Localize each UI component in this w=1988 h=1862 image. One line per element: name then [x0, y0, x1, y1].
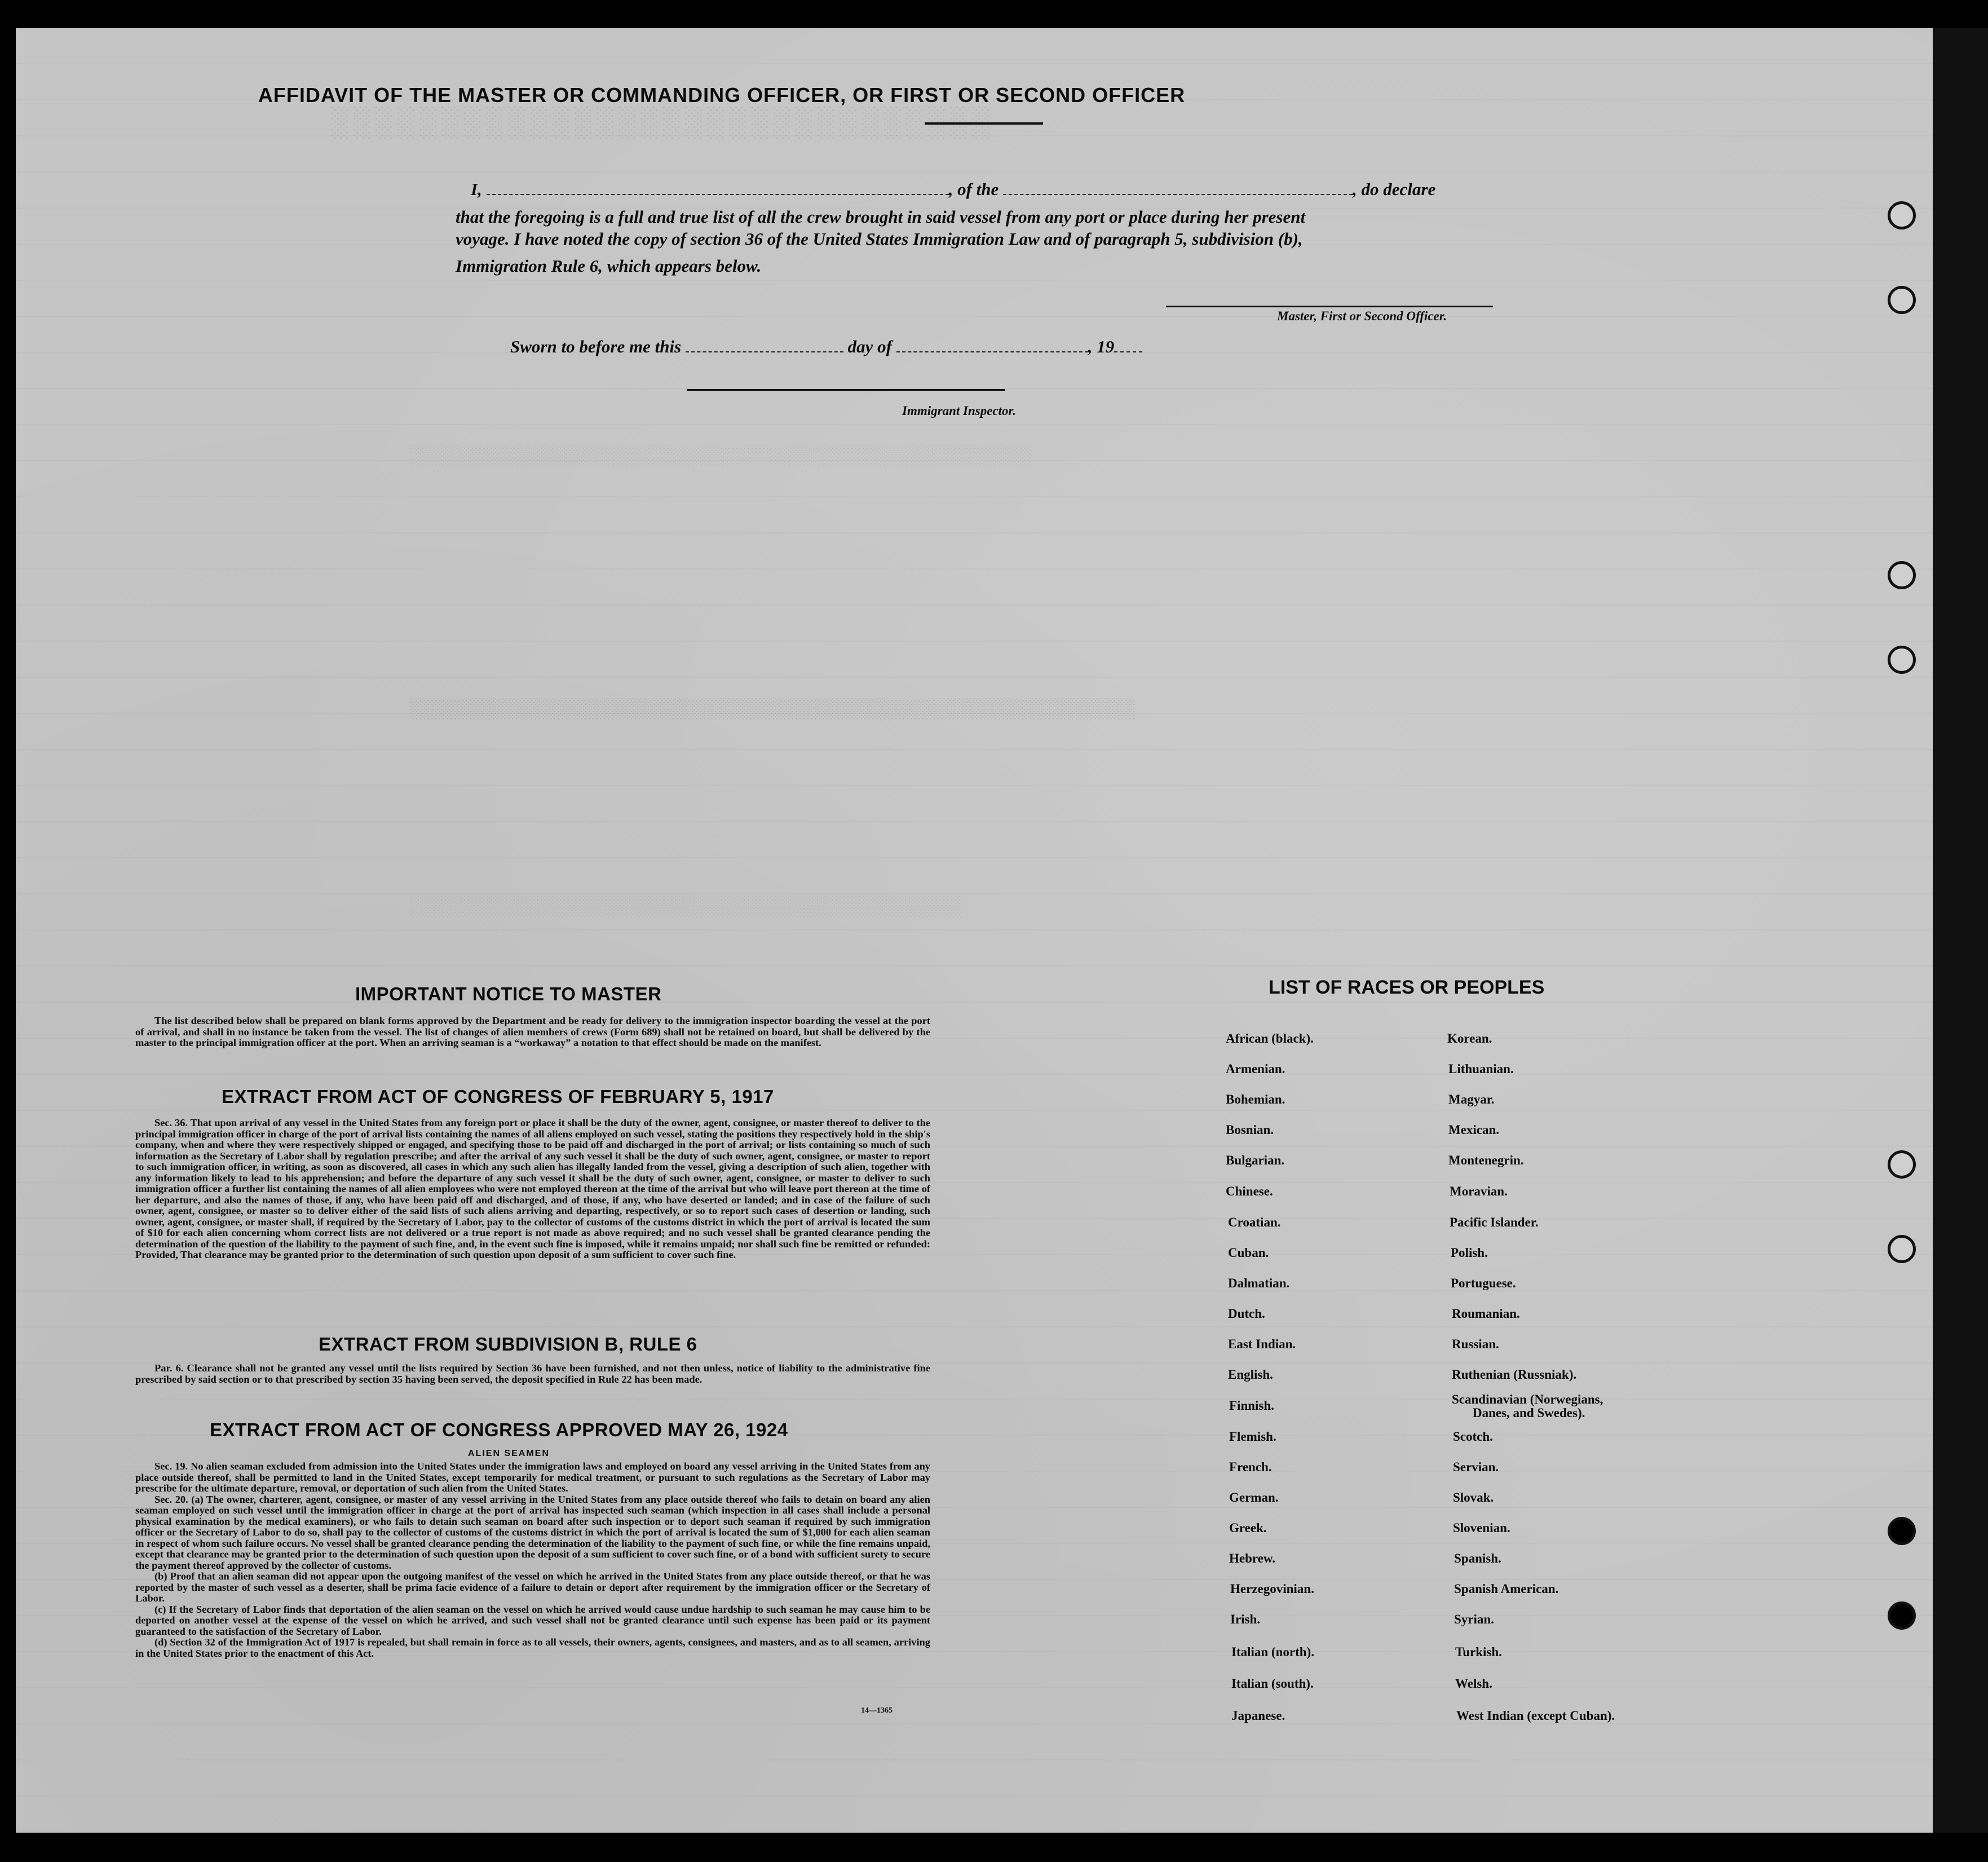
bleed-through-row: ░░░░░░░░░░░░░░░░░░░░░░░░░░░░░░░░░░░░░░░░░░░░░░░░░░░░░░░░░░░░░░░: [410, 699, 1136, 721]
affidavit-line-2: that the foregoing is a full and true list of all the crew brought in said vessel from any port or place during her present: [456, 207, 1306, 227]
race-list-item: French.: [1229, 1460, 1272, 1474]
race-list-item: Portuguese.: [1451, 1276, 1516, 1290]
race-list-item: Montenegrin.: [1448, 1153, 1524, 1167]
race-list-item: English.: [1228, 1367, 1273, 1382]
race-list-item: Korean.: [1447, 1031, 1492, 1045]
race-list-item: Danes, and Swedes).: [1473, 1406, 1585, 1420]
sworn-day-field[interactable]: [686, 339, 843, 352]
sec-36-paragraph: Sec. 36. That upon arrival of any vessel in the United States from any foreign port or place it shall be the duty of the owner, agent, consignee, or master thereof to deliver to the principal immigration officer in charge of the port of arrival lists containing the names of all aliens employed on such vessel, stating the positions they respectively hold in the ship's company, when and where they were respectively shipped or engaged, and specifying those to be paid off and discharged in the port of arrival; or lists containing so much of such information as the Secretary of Labor shall by regulation prescribe; and after the arrival of any such vessel it shall be the duty of such owner, agent, consignee, or master to report to such immigration officer, in writing, as soon as discovered, all cases in which any such alien has illegally landed from the vessel, giving a description of such alien, together with any information likely to lead to his apprehension; and before the departure of any such vessel it shall be the duty of such owner, agent, consignee, or master to deliver to such immigration officer a further list containing the names of all alien employees who were not employed thereon at the time of the arrival but who will leave port thereon at the time of her departure, and also the names of those, if any, who have been paid off and discharged, and of those, if any, who have deserted or landed; and in case of the failure of such owner, agent, consignee, or master so to deliver either of the said lists of such aliens arriving and departing, respectively, or so to report such cases of desertion or landing, such owner, agent, consignee, or master shall, if required by the Secretary of Labor, pay to the collector of customs of the customs district in which the port of arrival is located the sum of $10 for each alien concerning whom correct lists are not delivered or a true report is not made as above required; and no such vessel shall be granted clearance pending the determination of the question of the liability to the payment of such fine, and, in the event such fine is imposed, while it remains unpaid; nor shall such fine be remitted or refunded: Provided, That clearance may be granted prior to the determination of such question upon deposit of a sum sufficient to cover such fine.: [135, 1117, 930, 1260]
punch-hole-icon: [1888, 646, 1916, 674]
race-list-item: Armenian.: [1226, 1062, 1285, 1076]
race-list-item: Polish.: [1451, 1246, 1488, 1260]
day-of-label: day of: [847, 337, 892, 356]
race-list-item: Scandinavian (Norwegians,: [1452, 1392, 1603, 1406]
race-list-item: Pacific Islander.: [1450, 1215, 1539, 1229]
affidavit-line-1: [471, 179, 1435, 200]
race-list-item: Croatian.: [1228, 1215, 1281, 1229]
extract-1917-text: [135, 1118, 930, 1261]
affidavit-line-4: Immigration Rule 6, which appears below.: [456, 256, 762, 276]
race-list-item: Chinese.: [1226, 1184, 1273, 1198]
race-list-item: Turkish.: [1455, 1645, 1502, 1659]
notice-paragraph: The list described below shall be prepared on blank forms approved by the Department and be ready for delivery to the immigration inspector boarding the vessel at the port of arrival, and shall in no instance be taken from the vessel. The list of changes of alien members of crews (Form 689) shall not be retained on board, but shall be delivered by the master to the principal immigration officer at the port. When an arriving seaman is a “workaway” a notation to that effect should be made on the manifest.: [135, 1015, 930, 1048]
race-list-item: Syrian.: [1454, 1612, 1494, 1626]
race-list-item: Welsh.: [1455, 1676, 1492, 1691]
sworn-label: Sworn to before me this: [510, 337, 682, 356]
race-list-item: Slovak.: [1453, 1490, 1494, 1504]
master-signature-label: Master, First or Second Officer.: [1277, 309, 1447, 323]
race-list-item: Slovenian.: [1453, 1521, 1510, 1535]
affidavit-line-3: voyage. I have noted the copy of section 36 of the United States Immigration Law and of paragraph 5, subdivision (b),: [456, 229, 1303, 249]
race-list-item: Spanish American.: [1454, 1582, 1559, 1596]
race-list-item: Bohemian.: [1226, 1092, 1285, 1106]
sworn-line: [510, 337, 1142, 357]
race-list-item: Italian (south).: [1231, 1676, 1314, 1691]
sworn-year-field[interactable]: [1114, 339, 1142, 352]
race-list-item: Bulgarian.: [1226, 1153, 1285, 1167]
title-underline: [925, 122, 1043, 125]
extract-1924-text: [135, 1461, 930, 1659]
punch-hole-icon: [1888, 1601, 1916, 1630]
race-list-item: African (black).: [1226, 1031, 1314, 1045]
sworn-month-field[interactable]: [896, 339, 1088, 352]
race-list-item: Italian (north).: [1231, 1645, 1314, 1659]
race-list-item: German.: [1229, 1490, 1279, 1504]
race-list-item: Servian.: [1453, 1460, 1499, 1474]
race-list-item: Greek.: [1229, 1521, 1267, 1535]
extract-rule6-title: EXTRACT FROM SUBDIVISION B, RULE 6: [319, 1334, 697, 1354]
race-list-item: Roumanian.: [1452, 1307, 1520, 1321]
bleed-through-row: ░░░░░░░░░░░░░░░░░░░░░░░░░░░░░░░░░░░░░░░░░░░░░░░░░░░░░░: [410, 445, 1032, 467]
scan-border-right: [1933, 28, 1988, 1833]
notice-text: [135, 1016, 930, 1049]
race-list-item: Dalmatian.: [1228, 1276, 1290, 1290]
races-title: LIST OF RACES OR PEOPLES: [1269, 977, 1545, 998]
race-list-item: West Indian (except Cuban).: [1456, 1709, 1615, 1723]
vessel-name-field[interactable]: [1003, 182, 1353, 195]
punch-hole-icon: [1888, 286, 1916, 314]
race-list-item: Bosnian.: [1226, 1123, 1274, 1137]
race-list-item: Mexican.: [1448, 1123, 1500, 1137]
race-list-item: East Indian.: [1228, 1337, 1296, 1351]
inspector-signature-label: Immigrant Inspector.: [902, 404, 1016, 418]
race-list-item: Dutch.: [1228, 1307, 1265, 1321]
extract-1924-title: EXTRACT FROM ACT OF CONGRESS APPROVED MAY 26, 1924: [210, 1419, 788, 1440]
affidavit-declare: , do declare: [1353, 179, 1436, 199]
sec-20a-paragraph: Sec. 20. (a) The owner, charterer, agent, consignee, or master of any vessel arriving in the United States from any place outside thereof who fails to detain on board any alien seaman employed on such vessel until the immigration officer in charge at the port of arrival has inspected such seaman (which inspection in all cases shall include a personal physical examination by the medical examiners), or who fails to detain such seaman on board after such inspection or to deport such seaman if required by such immigration officer or the Secretary of Labor to do so, shall pay to the collector of customs of the customs district in which the port of arrival is located the sum of $1,000 for each alien seaman in respect of whom such failure occurs. No vessel shall be granted clearance pending the determination of the liability to the payment of such fine, or while the fine remains unpaid, except that clearance may be granted prior to the determination of such question upon the deposit of a sum sufficient to cover such fine, or of a bond with sufficient surety to secure the payment thereof approved by the collector of customs.: [135, 1493, 930, 1571]
alien-seamen-subtitle: ALIEN SEAMEN: [468, 1449, 550, 1458]
race-list-item: Moravian.: [1450, 1184, 1508, 1198]
punch-hole-icon: [1888, 1235, 1916, 1263]
sec-20d-paragraph: (d) Section 32 of the Immigration Act of 1917 is repealed, but shall remain in force as to all vessels, their owners, agents, consignees, and masters, and as to all seamen, arriving in the United States prior to the enactment of this Act.: [135, 1636, 930, 1659]
affidavit-i: I,: [471, 179, 482, 199]
affidavit-title: AFFIDAVIT OF THE MASTER OR COMMANDING OFFICER, OR FIRST OR SECOND OFFICER: [258, 83, 1186, 107]
bleed-through-row: ░░░░░░░░░░░░░░░░░░░░░░░░░░░░░░░░░░░░░░░░░░░░░░░░: [410, 897, 963, 918]
bleed-through-heading: ░░░░░░░░░░░░░░░░░░░░░░░░░░░░░░: [332, 107, 995, 140]
sec-19-paragraph: Sec. 19. No alien seaman excluded from admission into the United States under the immigration laws and employed on board any vessel arriving in the United States from any place outside thereof, shall be permitted to land in the United States, except temporarily for medical treatment, or pursuant to such regulations as the Secretary of Labor may prescribe for the ultimate departure, removal, or deportation of such alien from the United States.: [135, 1461, 930, 1494]
race-list-item: Irish.: [1230, 1612, 1261, 1626]
race-list-item: Spanish.: [1454, 1551, 1501, 1565]
race-list-item: Flemish.: [1229, 1429, 1276, 1444]
sec-20c-paragraph: (c) If the Secretary of Labor finds that deportation of the alien seaman on the vessel on which he arrived would cause undue hardship to such seaman he may cause him to be deported on another vessel at the expense of the vessel on which he arrived, and such vessel shall not be granted clearance until such expense has been paid or its payment guaranteed to the satisfaction of the Secretary of Labor.: [135, 1603, 930, 1637]
extract-rule6-text: [135, 1363, 930, 1385]
race-list-item: Russian.: [1452, 1337, 1499, 1351]
sec-20b-paragraph: (b) Proof that an alien seaman did not appear upon the outgoing manifest of the vessel on which he arrived in the United States from any place outside thereof, or that he was reported by the master of such vessel as a deserter, shall be prima facie evidence of a failure to detain or deport after requirement by the immigration officer or the Secretary of Labor.: [135, 1570, 930, 1604]
affidavit-of-the: , of the: [948, 179, 999, 199]
race-list-item: Japanese.: [1231, 1709, 1285, 1723]
race-list-item: Lithuanian.: [1448, 1062, 1514, 1076]
punch-hole-icon: [1888, 201, 1916, 230]
inspector-signature-field[interactable]: [687, 389, 1005, 391]
race-list-item: Magyar.: [1448, 1092, 1495, 1106]
race-list-item: Finnish.: [1229, 1398, 1274, 1413]
form-number: 14—1365: [861, 1706, 893, 1715]
punch-hole-icon: [1888, 1150, 1916, 1179]
race-list-item: Scotch.: [1453, 1429, 1493, 1444]
race-list-item: Herzegovinian.: [1230, 1582, 1314, 1596]
punch-hole-icon: [1888, 1517, 1916, 1545]
notice-title: IMPORTANT NOTICE TO MASTER: [355, 983, 662, 1004]
year-label: , 19: [1088, 337, 1115, 356]
officer-name-field[interactable]: [487, 182, 949, 195]
race-list-item: Cuban.: [1228, 1246, 1269, 1260]
master-signature-field[interactable]: [1166, 306, 1493, 307]
par-6-paragraph: Par. 6. Clearance shall not be granted any vessel until the lists required by Section 36 have been furnished, and not then unless, notice of liability to the administrative fine prescribed by said section or to that prescribed by section 35 having been served, the deposit specified in Rule 22 has been made.: [135, 1362, 930, 1385]
extract-1917-title: EXTRACT FROM ACT OF CONGRESS OF FEBRUARY 5, 1917: [222, 1086, 774, 1107]
race-list-item: Hebrew.: [1229, 1551, 1275, 1565]
punch-hole-icon: [1888, 561, 1916, 589]
race-list-item: Ruthenian (Russniak).: [1452, 1367, 1577, 1382]
